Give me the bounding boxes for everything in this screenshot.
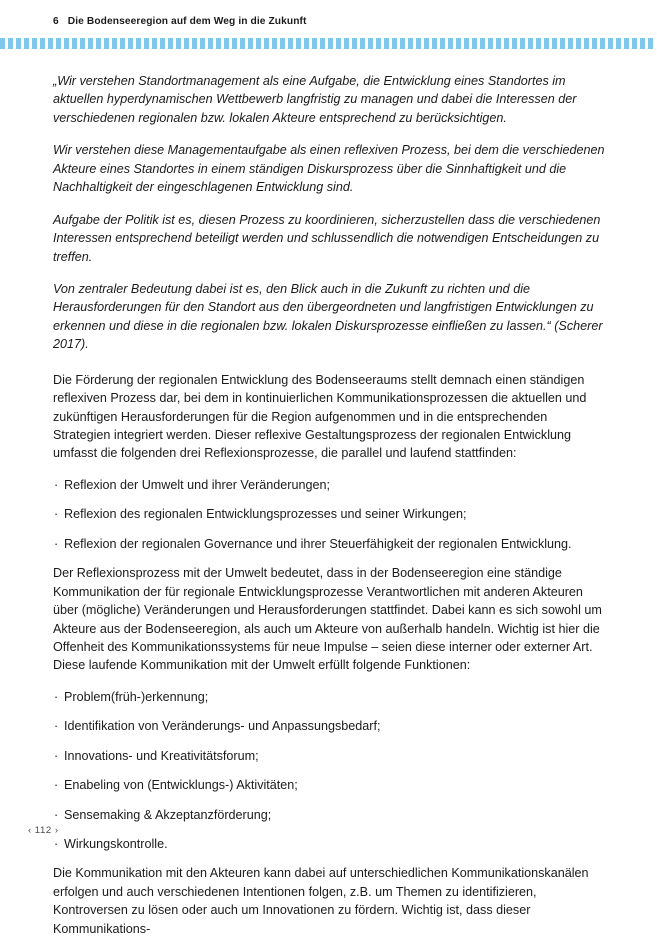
dash-segment	[544, 38, 549, 49]
dash-segment	[576, 38, 581, 49]
dash-segment	[288, 38, 293, 49]
dash-segment	[384, 38, 389, 49]
list-item-label: Enabeling von (Entwicklungs-) Aktivitäten;	[64, 778, 298, 793]
dash-segment	[152, 38, 157, 49]
dash-segment	[192, 38, 197, 49]
dash-segment	[240, 38, 245, 49]
dash-segment	[104, 38, 109, 49]
dash-segment	[56, 38, 61, 49]
list-item	[53, 535, 606, 553]
bullet-dot-icon: ·	[54, 719, 59, 734]
dash-segment	[144, 38, 149, 49]
dash-segment	[536, 38, 541, 49]
dash-segment	[8, 38, 13, 49]
dash-segment	[376, 38, 381, 49]
dash-segment	[640, 38, 645, 49]
dash-segment	[336, 38, 341, 49]
list-item	[53, 476, 606, 494]
dash-segment	[320, 38, 325, 49]
dash-segment	[256, 38, 261, 49]
block-quote-paragraph: Von zentraler Bedeutung dabei ist es, den Blick auch in die Zukunft zu richten und die Herausforderungen für den Standort aus den übergeordneten und langfristigen Entwicklungen zu erkennen und diese in die regionalen bzw. lokalen Diskursprozesse einfließen zu lassen.“ (Scherer 2017).	[53, 281, 603, 352]
dash-segment	[472, 38, 477, 49]
bullet-dot-icon: ·	[54, 837, 59, 851]
page-number: 112	[34, 825, 52, 836]
list-item-label: Sensemaking & Akzeptanzförderung;	[64, 807, 272, 822]
dash-segment	[592, 38, 597, 49]
dash-segment	[584, 38, 589, 49]
dash-segment	[112, 38, 117, 49]
list-item	[53, 776, 606, 794]
dash-segment	[392, 38, 397, 49]
dash-segment	[496, 38, 501, 49]
dash-segment	[568, 38, 573, 49]
dash-segment	[440, 38, 445, 49]
dash-segment	[328, 38, 333, 49]
block-quote-paragraph: „Wir verstehen Standortmanagement als eine Aufgabe, die Entwicklung eines Standortes im aktuellen hyperdynamischen Wettbewerb langfristig zu managen und dabei die Interessen der verschiedenen regionalen bzw. lokalen Akteure entsprechend zu berücksichtigen.	[53, 74, 577, 125]
dash-segment	[296, 38, 301, 49]
dash-segment	[528, 38, 533, 49]
list-item	[53, 688, 606, 706]
dash-segment	[408, 38, 413, 49]
bullet-dot-icon: ·	[54, 477, 59, 492]
list-item	[53, 505, 606, 523]
dash-segment	[648, 38, 653, 49]
body-paragraph: Die Förderung der regionalen Entwicklung des Bodenseeraums stellt demnach einen ständigen reflexiven Prozess dar, bei dem in kontinuierlichen Kommunikationsprozessen die aktuellen und zukünftigen Herausforderungen für die Region aufgenommen und in die entsprechenden Strategien integriert werden. Dieser reflexive Gestaltungsprozess der regionalen Entwicklung umfasst die folgenden drei Reflexionsprozesse, die parallel und laufend stattfinden:	[53, 372, 587, 461]
dash-segment	[128, 38, 133, 49]
dash-segment	[456, 38, 461, 49]
dash-segment	[520, 38, 525, 49]
dash-segment	[80, 38, 85, 49]
dash-segment	[464, 38, 469, 49]
dash-segment	[72, 38, 77, 49]
block-quote-paragraph: Wir verstehen diese Managementaufgabe als einen reflexiven Prozess, bei dem die verschiedenen Akteure eines Standortes in einem ständigen Diskursprozess über die Sinnhaftigkeit und die Nachhaltigkeit der eingeschlagenen Entwicklung sind.	[53, 143, 605, 195]
dash-segment	[304, 38, 309, 49]
list-item-label: Reflexion des regionalen Entwicklungsprozesses und seiner Wirkungen;	[64, 507, 467, 522]
dash-segment	[48, 38, 53, 49]
dash-segment	[280, 38, 285, 49]
dash-segment	[632, 38, 637, 49]
dash-segment	[88, 38, 93, 49]
bullet-dot-icon: ·	[54, 507, 59, 522]
next-page-arrow-icon[interactable]: ›	[54, 825, 59, 836]
list-item	[53, 747, 606, 765]
dash-segment	[552, 38, 557, 49]
dash-segment	[40, 38, 45, 49]
list-item-label: Reflexion der Umwelt und ihrer Veränderungen;	[64, 477, 331, 492]
dash-segment	[216, 38, 221, 49]
dash-segment	[64, 38, 69, 49]
list-item-label: Identifikation von Veränderungs- und Anpassungsbedarf;	[64, 719, 381, 734]
dash-segment	[168, 38, 173, 49]
dash-segment	[600, 38, 605, 49]
bullet-list-funktionen	[53, 688, 606, 854]
dash-segment	[424, 38, 429, 49]
dash-segment	[560, 38, 565, 49]
dash-segment	[480, 38, 485, 49]
dash-segment	[160, 38, 165, 49]
dash-segment	[208, 38, 213, 49]
dash-segment	[32, 38, 37, 49]
dash-segment	[264, 38, 269, 49]
running-head-chapter-number: 6	[53, 16, 59, 27]
dash-segment	[352, 38, 357, 49]
block-quote-paragraph: Aufgabe der Politik ist es, diesen Prozess zu koordinieren, sicherzustellen dass die verschiedenen Interessen entsprechend beteiligt werden und schlussendlich die notwendigen Entscheidungen zu treffen.	[53, 212, 601, 264]
dash-segment	[272, 38, 277, 49]
bullet-dot-icon: ·	[54, 778, 59, 793]
dash-segment	[400, 38, 405, 49]
dash-segment	[200, 38, 205, 49]
dash-segment	[616, 38, 621, 49]
dashed-rule-icon	[0, 38, 657, 49]
list-item	[53, 806, 606, 824]
dash-segment	[512, 38, 517, 49]
dash-segment	[96, 38, 101, 49]
dash-segment	[624, 38, 629, 49]
dash-segment	[176, 38, 181, 49]
bullet-list-reflexionsprozesse	[53, 476, 606, 553]
dash-segment	[416, 38, 421, 49]
dash-segment	[136, 38, 141, 49]
dash-segment	[368, 38, 373, 49]
body-paragraph: Die Kommunikation mit den Akteuren kann dabei auf unterschiedlichen Kommunikationskanälen erfolgen und auch verschiedenen Intentionen folgen, z.B. um Themen zu identifizieren, Kontroversen zu lösen oder auch um Innovationen zu fördern. Wichtig ist, dass dieser Kommunikations-	[53, 866, 589, 936]
dash-segment	[0, 38, 5, 49]
bullet-dot-icon: ·	[54, 689, 59, 704]
list-item-label: Reflexion der regionalen Governance und ihrer Steuerfähigkeit der regionalen Entwicklung.	[64, 536, 572, 551]
bullet-dot-icon: ·	[54, 536, 59, 551]
dash-segment	[488, 38, 493, 49]
dash-segment	[248, 38, 253, 49]
dash-segment	[120, 38, 125, 49]
dash-segment	[312, 38, 317, 49]
dash-segment	[232, 38, 237, 49]
dash-segment	[448, 38, 453, 49]
prev-page-arrow-icon[interactable]: ‹	[28, 825, 32, 836]
list-item	[53, 835, 606, 853]
list-item-label: Innovations- und Kreativitätsforum;	[64, 748, 259, 763]
dash-segment	[184, 38, 189, 49]
page-content	[53, 72, 606, 951]
list-item-label: Wirkungskontrolle.	[64, 837, 168, 851]
list-item-label: Problem(früh-)erkennung;	[64, 689, 209, 704]
running-head	[53, 16, 307, 27]
bullet-dot-icon: ·	[54, 807, 59, 822]
dash-segment	[224, 38, 229, 49]
list-item	[53, 717, 606, 735]
dash-segment	[16, 38, 21, 49]
running-head-title: Die Bodenseeregion auf dem Weg in die Zukunft	[67, 16, 307, 27]
page-footer	[28, 825, 59, 836]
dash-segment	[608, 38, 613, 49]
dash-segment	[432, 38, 437, 49]
dash-segment	[504, 38, 509, 49]
body-paragraph: Der Reflexionsprozess mit der Umwelt bedeutet, dass in der Bodenseeregion eine ständige Kommunikation der für regionale Entwicklungsprozesse Verantwortlichen mit anderen Akteuren über (mögliche) Veränderungen und Herausforderungen stattfindet. Dabei kann es sich sowohl um Akteure aus der Bodenseeregion, als auch um Akteure von außerhalb handeln. Wichtig ist hier die Offenheit des Kommunikationssystems für neue Impulse – seien diese interner oder externer Art. Diese laufende Kommunikation mit der Umwelt erfüllt folgende Funktionen:	[53, 566, 602, 673]
dash-segment	[344, 38, 349, 49]
dash-segment	[360, 38, 365, 49]
bullet-dot-icon: ·	[54, 748, 59, 763]
dash-segment	[24, 38, 29, 49]
